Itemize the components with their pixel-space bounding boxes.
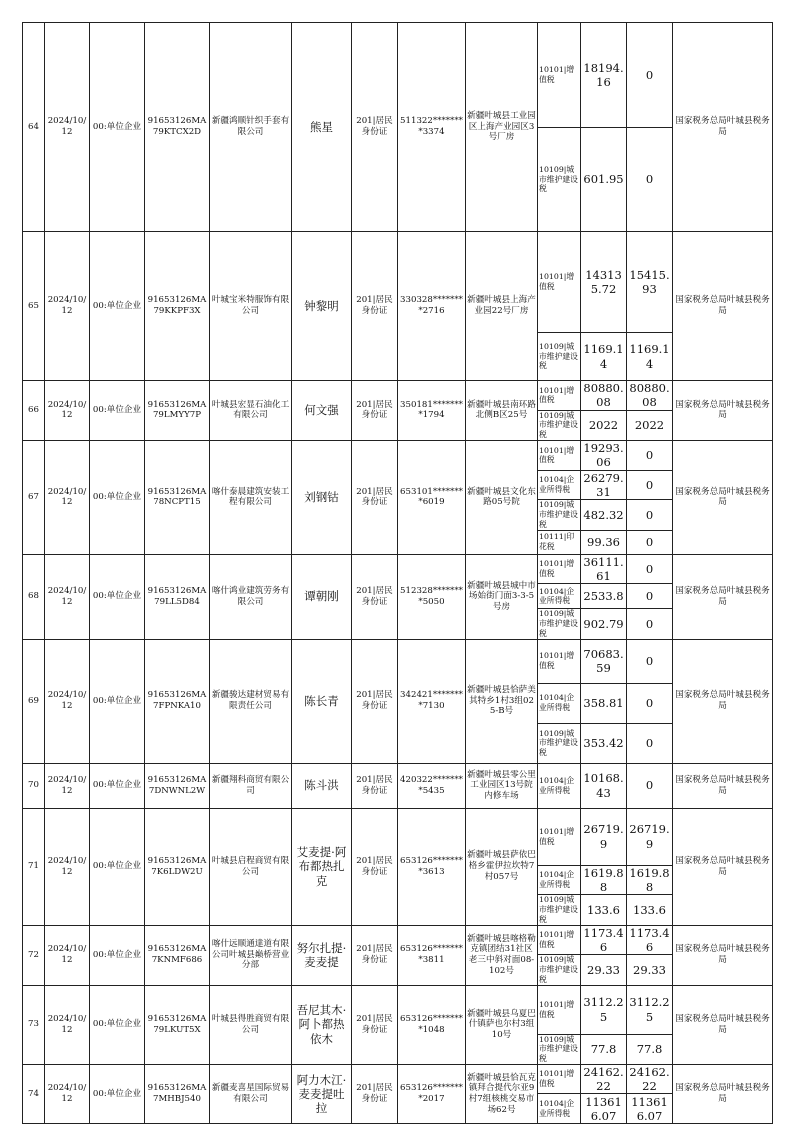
- cell-taxpayer-type: 00:单位企业: [90, 639, 145, 763]
- tax-arrears-table: [22, 22, 773, 1124]
- cell-current-arrears: 0: [627, 500, 673, 530]
- cell-tax-item: 10101|增值税: [538, 232, 581, 333]
- cell-current-arrears: 113616.07: [627, 1094, 673, 1124]
- cell-company-name: 叶城宝米特服饰有限公司: [210, 232, 292, 381]
- cell-date: 2024/10/12: [45, 440, 90, 554]
- cell-tax-authority: 国家税务总局叶城县税务局: [673, 1064, 773, 1124]
- cell-arrears-amount: 10168.43: [581, 763, 627, 808]
- table-row: [23, 232, 773, 333]
- cell-current-arrears: 80880.08: [627, 381, 673, 411]
- cell-date: 2024/10/12: [45, 985, 90, 1064]
- cell-legal-representative: 陈斗洪: [292, 763, 352, 808]
- cell-id-type: 201|居民身份证: [352, 440, 398, 554]
- table-row: [23, 985, 773, 1034]
- cell-current-arrears: 0: [627, 440, 673, 470]
- cell-tax-item: 10104|企业所得税: [538, 683, 581, 723]
- cell-tax-item: 10101|增值税: [538, 639, 581, 683]
- cell-credit-code: 91653126MA79KTCX2D: [145, 23, 210, 232]
- cell-row-number: 72: [23, 925, 45, 985]
- cell-current-arrears: 0: [627, 554, 673, 584]
- cell-address: 新疆叶城县萨依巴格乡霍伊拉坎特7村057号: [466, 808, 538, 925]
- cell-taxpayer-type: 00:单位企业: [90, 1064, 145, 1124]
- cell-company-name: 叶城县宏显石油化工有限公司: [210, 381, 292, 441]
- cell-address: 新疆叶城县文化东路05号院: [466, 440, 538, 554]
- cell-tax-item: 10101|增值税: [538, 1064, 581, 1094]
- table-row: [23, 381, 773, 411]
- cell-id-type: 201|居民身份证: [352, 23, 398, 232]
- cell-row-number: 65: [23, 232, 45, 381]
- cell-address: 新疆叶城县上海产业园22号厂房: [466, 232, 538, 381]
- cell-tax-item: 10101|增值税: [538, 985, 581, 1034]
- cell-arrears-amount: 36111.61: [581, 554, 627, 584]
- cell-address: 新疆叶城县恰瓦克镇拜合提代尔亚9村7组核桃交易市场62号: [466, 1064, 538, 1124]
- cell-taxpayer-type: 00:单位企业: [90, 763, 145, 808]
- cell-credit-code: 91653126MA79KKPF3X: [145, 232, 210, 381]
- table-row: [23, 554, 773, 584]
- cell-tax-item: 10109|城市维护建设税: [538, 955, 581, 985]
- cell-tax-item: 10104|企业所得税: [538, 584, 581, 609]
- cell-row-number: 68: [23, 554, 45, 639]
- cell-credit-code: 91653126MA78NCPT15: [145, 440, 210, 554]
- cell-date: 2024/10/12: [45, 381, 90, 441]
- cell-date: 2024/10/12: [45, 763, 90, 808]
- cell-company-name: 新疆麦喜星国际贸易有限公司: [210, 1064, 292, 1124]
- cell-current-arrears: 133.6: [627, 895, 673, 925]
- cell-id-type: 201|居民身份证: [352, 808, 398, 925]
- cell-tax-item: 10104|企业所得税: [538, 470, 581, 500]
- cell-arrears-amount: 99.36: [581, 530, 627, 554]
- cell-current-arrears: 0: [627, 723, 673, 763]
- cell-arrears-amount: 24162.22: [581, 1064, 627, 1094]
- cell-current-arrears: 1173.46: [627, 925, 673, 955]
- cell-row-number: 74: [23, 1064, 45, 1124]
- cell-tax-authority: 国家税务总局叶城县税务局: [673, 639, 773, 763]
- cell-address: 新疆叶城县恰萨美其特乡1村3组025-B号: [466, 639, 538, 763]
- cell-legal-representative: 熊星: [292, 23, 352, 232]
- cell-arrears-amount: 26279.31: [581, 470, 627, 500]
- cell-current-arrears: 77.8: [627, 1034, 673, 1064]
- cell-tax-authority: 国家税务总局叶城县税务局: [673, 23, 773, 232]
- cell-current-arrears: 0: [627, 683, 673, 723]
- cell-arrears-amount: 26719.9: [581, 808, 627, 865]
- cell-legal-representative: 陈长青: [292, 639, 352, 763]
- cell-arrears-amount: 77.8: [581, 1034, 627, 1064]
- cell-current-arrears: 1619.88: [627, 865, 673, 895]
- cell-id-number: 342421********7130: [398, 639, 466, 763]
- cell-company-name: 喀什泰晨建筑安装工程有限公司: [210, 440, 292, 554]
- cell-company-name: 喀什远顺通達道有限公司叶城县巅桥营业分部: [210, 925, 292, 985]
- cell-arrears-amount: 353.42: [581, 723, 627, 763]
- cell-legal-representative: 吾尼其木·阿卜都热依木: [292, 985, 352, 1064]
- cell-id-number: 512328********5050: [398, 554, 466, 639]
- cell-taxpayer-type: 00:单位企业: [90, 554, 145, 639]
- cell-credit-code: 91653126MA7FPNKA10: [145, 639, 210, 763]
- cell-taxpayer-type: 00:单位企业: [90, 232, 145, 381]
- cell-id-type: 201|居民身份证: [352, 1064, 398, 1124]
- cell-tax-item: 10101|增值税: [538, 440, 581, 470]
- cell-company-name: 喀什鸿业建筑劳务有限公司: [210, 554, 292, 639]
- table-row: [23, 639, 773, 683]
- cell-company-name: 新疆骏达建材贸易有限责任公司: [210, 639, 292, 763]
- cell-arrears-amount: 80880.08: [581, 381, 627, 411]
- cell-tax-item: 10104|企业所得税: [538, 865, 581, 895]
- cell-id-number: 350181********1794: [398, 381, 466, 441]
- cell-tax-item: 10101|增值税: [538, 381, 581, 411]
- cell-company-name: 叶城县得胜商贸有限公司: [210, 985, 292, 1064]
- cell-current-arrears: 0: [627, 584, 673, 609]
- cell-tax-authority: 国家税务总局叶城县税务局: [673, 554, 773, 639]
- cell-credit-code: 91653126MA7MHBJ540: [145, 1064, 210, 1124]
- cell-date: 2024/10/12: [45, 925, 90, 985]
- cell-arrears-amount: 70683.59: [581, 639, 627, 683]
- cell-tax-item: 10109|城市维护建设税: [538, 1034, 581, 1064]
- cell-id-number: 330328********2716: [398, 232, 466, 381]
- cell-id-number: 653126********3613: [398, 808, 466, 925]
- table-row: [23, 23, 773, 128]
- cell-credit-code: 91653126MA7K6LDW2U: [145, 808, 210, 925]
- cell-arrears-amount: 18194.16: [581, 23, 627, 128]
- cell-current-arrears: 15415.93: [627, 232, 673, 333]
- cell-tax-item: 10101|增值税: [538, 554, 581, 584]
- cell-tax-authority: 国家税务总局叶城县税务局: [673, 763, 773, 808]
- cell-legal-representative: 刘钢钴: [292, 440, 352, 554]
- cell-arrears-amount: 29.33: [581, 955, 627, 985]
- cell-date: 2024/10/12: [45, 639, 90, 763]
- cell-credit-code: 91653126MA79LMYY7P: [145, 381, 210, 441]
- cell-arrears-amount: 601.95: [581, 128, 627, 232]
- cell-taxpayer-type: 00:单位企业: [90, 925, 145, 985]
- cell-current-arrears: 0: [627, 639, 673, 683]
- cell-tax-item: 10104|企业所得税: [538, 1094, 581, 1124]
- cell-arrears-amount: 19293.06: [581, 440, 627, 470]
- table-row: [23, 1064, 773, 1094]
- cell-legal-representative: 努尔扎提·麦麦提: [292, 925, 352, 985]
- cell-tax-item: 10101|增值税: [538, 808, 581, 865]
- cell-company-name: 新疆鸿顺针织手套有限公司: [210, 23, 292, 232]
- cell-id-number: 653126********3811: [398, 925, 466, 985]
- cell-id-number: 653126********2017: [398, 1064, 466, 1124]
- cell-arrears-amount: 113616.07: [581, 1094, 627, 1124]
- cell-tax-item: 10104|企业所得税: [538, 763, 581, 808]
- cell-tax-authority: 国家税务总局叶城县税务局: [673, 232, 773, 381]
- cell-arrears-amount: 3112.25: [581, 985, 627, 1034]
- cell-tax-authority: 国家税务总局叶城县税务局: [673, 381, 773, 441]
- cell-tax-item: 10109|城市维护建设税: [538, 333, 581, 381]
- cell-tax-authority: 国家税务总局叶城县税务局: [673, 985, 773, 1064]
- cell-current-arrears: 1169.14: [627, 333, 673, 381]
- table-row: [23, 808, 773, 865]
- cell-legal-representative: 阿力木江·麦麦提吐拉: [292, 1064, 352, 1124]
- cell-date: 2024/10/12: [45, 808, 90, 925]
- cell-taxpayer-type: 00:单位企业: [90, 381, 145, 441]
- cell-arrears-amount: 482.32: [581, 500, 627, 530]
- cell-legal-representative: 谭朝刚: [292, 554, 352, 639]
- cell-current-arrears: 0: [627, 23, 673, 128]
- cell-current-arrears: 29.33: [627, 955, 673, 985]
- cell-current-arrears: 24162.22: [627, 1064, 673, 1094]
- cell-arrears-amount: 1619.88: [581, 865, 627, 895]
- cell-company-name: 叶城县启程商贸有限公司: [210, 808, 292, 925]
- cell-tax-item: 10109|城市维护建设税: [538, 609, 581, 639]
- cell-row-number: 64: [23, 23, 45, 232]
- cell-id-type: 201|居民身份证: [352, 381, 398, 441]
- cell-taxpayer-type: 00:单位企业: [90, 808, 145, 925]
- cell-credit-code: 91653126MA7DNWNL2W: [145, 763, 210, 808]
- cell-date: 2024/10/12: [45, 23, 90, 232]
- cell-tax-item: 10109|城市维护建设税: [538, 723, 581, 763]
- cell-current-arrears: 0: [627, 470, 673, 500]
- cell-address: 新疆叶城县喀格勒克镇团结31社区老三中斜对面08-102号: [466, 925, 538, 985]
- cell-taxpayer-type: 00:单位企业: [90, 440, 145, 554]
- cell-current-arrears: 3112.25: [627, 985, 673, 1034]
- cell-current-arrears: 0: [627, 530, 673, 554]
- cell-address: 新疆叶城县工业园区上海产业园区3号厂房: [466, 23, 538, 232]
- cell-date: 2024/10/12: [45, 232, 90, 381]
- cell-id-type: 201|居民身份证: [352, 925, 398, 985]
- cell-id-type: 201|居民身份证: [352, 985, 398, 1064]
- cell-date: 2024/10/12: [45, 1064, 90, 1124]
- cell-taxpayer-type: 00:单位企业: [90, 23, 145, 232]
- cell-credit-code: 91653126MA7KNMF686: [145, 925, 210, 985]
- cell-row-number: 69: [23, 639, 45, 763]
- cell-legal-representative: 艾麦提·阿布都热扎克: [292, 808, 352, 925]
- cell-tax-item: 10111|印花税: [538, 530, 581, 554]
- cell-id-number: 653101********6019: [398, 440, 466, 554]
- cell-credit-code: 91653126MA79LKUT5X: [145, 985, 210, 1064]
- cell-tax-item: 10109|城市维护建设税: [538, 128, 581, 232]
- cell-taxpayer-type: 00:单位企业: [90, 985, 145, 1064]
- cell-arrears-amount: 358.81: [581, 683, 627, 723]
- cell-tax-item: 10109|城市维护建设税: [538, 410, 581, 440]
- cell-arrears-amount: 133.6: [581, 895, 627, 925]
- cell-current-arrears: 26719.9: [627, 808, 673, 865]
- cell-id-type: 201|居民身份证: [352, 763, 398, 808]
- cell-row-number: 66: [23, 381, 45, 441]
- cell-current-arrears: 0: [627, 128, 673, 232]
- cell-tax-item: 10101|增值税: [538, 23, 581, 128]
- cell-legal-representative: 何文强: [292, 381, 352, 441]
- cell-address: 新疆叶城县城中市场始街门面3-3-5号房: [466, 554, 538, 639]
- cell-legal-representative: 钟黎明: [292, 232, 352, 381]
- cell-id-type: 201|居民身份证: [352, 639, 398, 763]
- cell-current-arrears: 2022: [627, 410, 673, 440]
- table-row: [23, 925, 773, 955]
- cell-tax-authority: 国家税务总局叶城县税务局: [673, 925, 773, 985]
- cell-id-type: 201|居民身份证: [352, 232, 398, 381]
- cell-arrears-amount: 1169.14: [581, 333, 627, 381]
- cell-tax-item: 10109|城市维护建设税: [538, 500, 581, 530]
- cell-row-number: 67: [23, 440, 45, 554]
- cell-arrears-amount: 2533.8: [581, 584, 627, 609]
- cell-row-number: 73: [23, 985, 45, 1064]
- cell-arrears-amount: 1173.46: [581, 925, 627, 955]
- cell-arrears-amount: 143135.72: [581, 232, 627, 333]
- cell-id-type: 201|居民身份证: [352, 554, 398, 639]
- cell-address: 新疆叶城县零公里工业园区13号院内修车场: [466, 763, 538, 808]
- cell-tax-authority: 国家税务总局叶城县税务局: [673, 440, 773, 554]
- cell-arrears-amount: 902.79: [581, 609, 627, 639]
- cell-address: 新疆叶城县南环路北侧B区25号: [466, 381, 538, 441]
- cell-tax-item: 10101|增值税: [538, 925, 581, 955]
- cell-id-number: 420322********5435: [398, 763, 466, 808]
- cell-id-number: 653126********1048: [398, 985, 466, 1064]
- cell-arrears-amount: 2022: [581, 410, 627, 440]
- cell-date: 2024/10/12: [45, 554, 90, 639]
- table-row: [23, 763, 773, 808]
- cell-tax-item: 10109|城市维护建设税: [538, 895, 581, 925]
- cell-address: 新疆叶城县乌夏巴什镇萨也尔村3组10号: [466, 985, 538, 1064]
- cell-row-number: 70: [23, 763, 45, 808]
- cell-tax-authority: 国家税务总局叶城县税务局: [673, 808, 773, 925]
- cell-current-arrears: 0: [627, 609, 673, 639]
- cell-company-name: 新疆翔科商贸有限公司: [210, 763, 292, 808]
- cell-credit-code: 91653126MA79LL5D84: [145, 554, 210, 639]
- cell-row-number: 71: [23, 808, 45, 925]
- cell-id-number: 511322********3374: [398, 23, 466, 232]
- table-row: [23, 440, 773, 470]
- cell-current-arrears: 0: [627, 763, 673, 808]
